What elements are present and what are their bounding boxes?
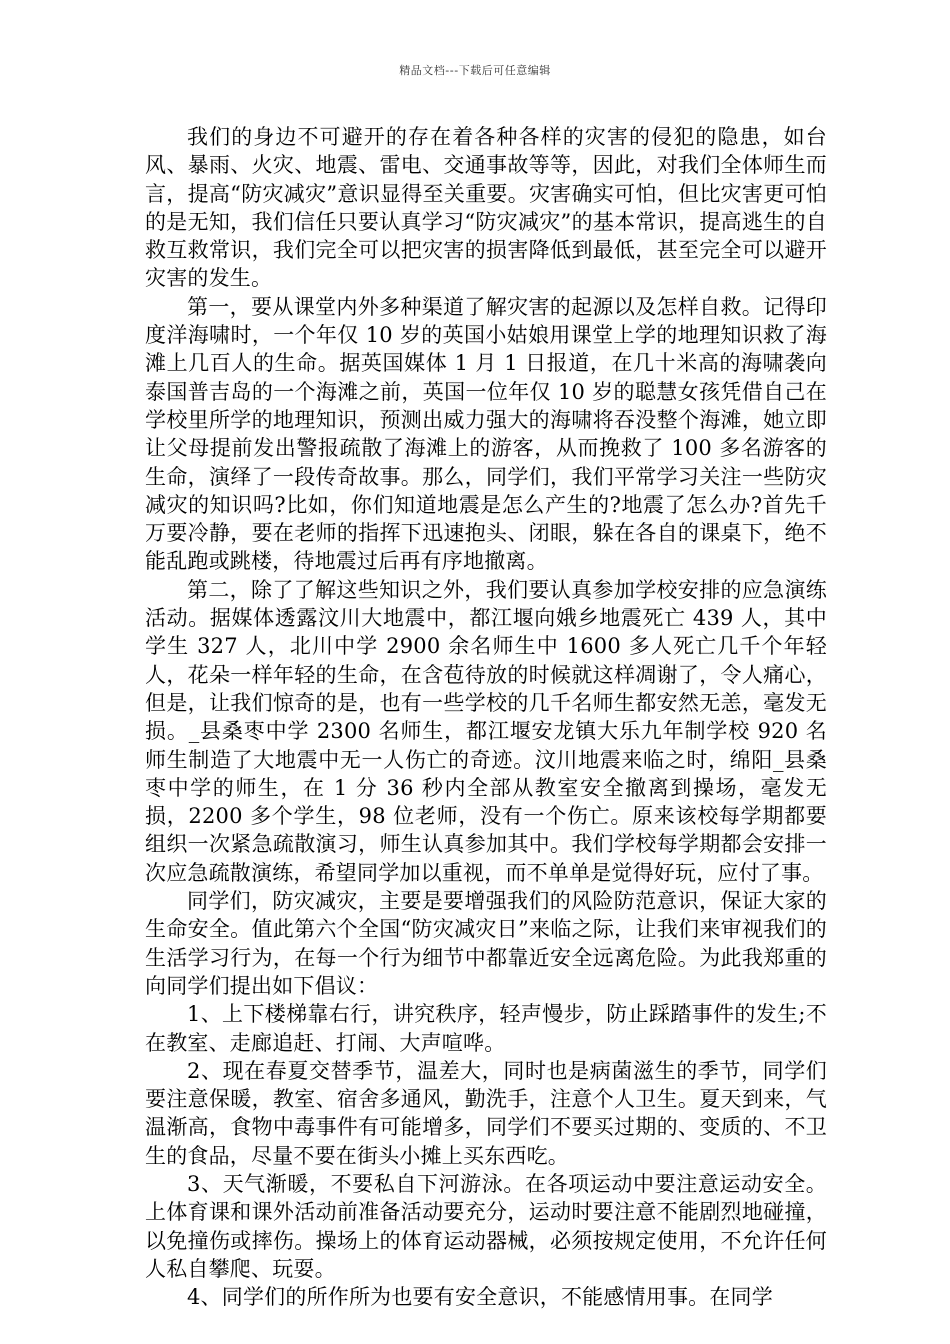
proposal-item-4: 4、同学们的所作所为也要有安全意识，不能感情用事。在同学 bbox=[187, 1285, 773, 1310]
document-body bbox=[145, 123, 827, 1311]
proposal-item-1: 1、上下楼梯靠右行，讲究秩序，轻声慢步，防止踩踏事件的发生;不在教室、走廊追赶、打闹、大声喧哗。 bbox=[145, 1002, 827, 1055]
paragraph-first: 第一，要从课堂内外多种渠道了解灾害的起源以及怎样自救。记得印度洋海啸时，一个年仅 10 岁的英国小姑娘用课堂上学的地理知识救了海滩上几百人的生命。据英国媒体 1 月 1 日报道，在几十米高的海啸袭向泰国普吉岛的一个海滩之前，英国一位年仅 10 岁的聪慧女孩凭借自己在学校里所学的地理知识，预测出威力强大的海啸将吞没整个海滩，她立即让父母提前发出警报疏散了海滩上的游客，从而挽救了 100 多名游客的生命，演绎了一段传奇故事。那么，同学们，我们平常学习关注一些防灾减灾的知识吗?比如，你们知道地震是怎么产生的?地震了怎么办?首先千万要冷静，要在老师的指挥下迅速抱头、闭眼，躲在各自的课桌下，绝不能乱跑或跳楼，待地震过后再有序地撤离。 bbox=[145, 294, 827, 574]
proposal-item-3: 3、天气渐暖，不要私自下河游泳。在各项运动中要注意运动安全。上体育课和课外活动前准备活动要充分，运动时要注意不能剧烈地碰撞，以免撞伤或摔伤。操场上的体育运动器械，必须按规定使用，不允许任何人私自攀爬、玩耍。 bbox=[145, 1171, 827, 1281]
paragraph-second: 第二，除了了解这些知识之外，我们要认真参加学校安排的应急演练活动。据媒体透露汶川大地震中，都江堰向娥乡地震死亡 439 人，其中学生 327 人，北川中学 2900 余名师生中 1600 多人死亡几千个年轻人，花朵一样年轻的生命，在含苞待放的时候就这样凋谢了，令人痛心，但是，让我们惊奇的是，也有一些学校的几千名师生都安然无恙，毫发无损。_县桑枣中学 2300 名师生，都江堰安龙镇大乐九年制学校 920 名师生制造了大地震中无一人伤亡的奇迹。汶川地震来临之时，绵阳_县桑枣中学的师生，在 1 分 36 秒内全部从教室安全撤离到操场，毫发无损，2200 多个学生，98 位老师，没有一个伤亡。原来该校每学期都要组织一次紧急疏散演习，师生认真参加其中。我们学校每学期都会安排一次应急疏散演练，希望同学加以重视，而不单单是觉得好玩，应付了事。 bbox=[145, 577, 827, 885]
proposal-item-2: 2、现在春夏交替季节，温差大，同时也是病菌滋生的季节，同学们要注意保暖，教室、宿舍多通风，勤洗手，注意个人卫生。夏天到来，气温渐高，食物中毒事件有可能增多，同学们不要买过期的、变质的、不卫生的食品，尽量不要在街头小摊上买东西吃。 bbox=[145, 1058, 827, 1168]
paragraph-call: 同学们，防灾减灾，主要是要增强我们的风险防范意识，保证大家的生命安全。值此第六个全国“防灾减灾日”来临之际，让我们来审视我们的生活学习行为，在每一个行为细节中都靠近安全远离危险。为此我郑重的向同学们提出如下倡议： bbox=[145, 889, 827, 998]
page-header: 精品文档---下载后可任意编辑 bbox=[399, 64, 551, 77]
paragraph-intro: 我们的身边不可避开的存在着各种各样的灾害的侵犯的隐患，如台风、暴雨、火灾、地震、雷电、交通事故等等，因此，对我们全体师生而言，提高“防灾减灾”意识显得至关重要。灾害确实可怕，但比灾害更可怕的是无知，我们信任只要认真学习“防灾减灾”的基本常识，提高逃生的自救互救常识，我们完全可以把灾害的损害降低到最低，甚至完全可以避开灾害的发生。 bbox=[145, 125, 827, 291]
